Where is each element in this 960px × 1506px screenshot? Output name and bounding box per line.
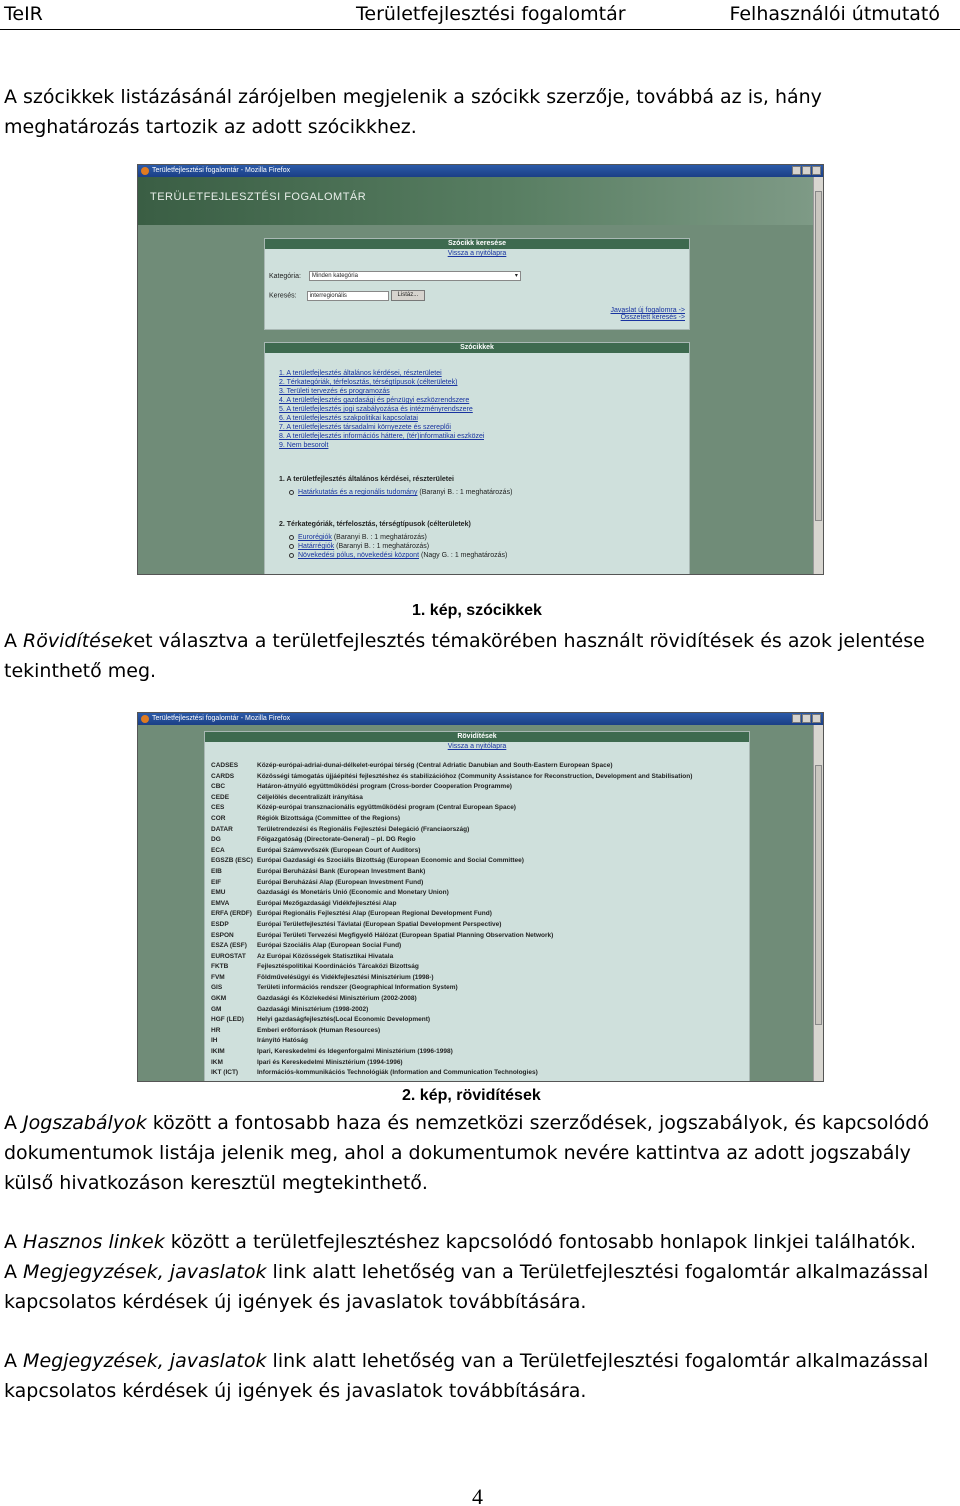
search-input[interactable]: interregionális: [307, 291, 389, 301]
table-row: [205, 921, 749, 932]
minimize-icon[interactable]: [792, 166, 801, 175]
list-item: [289, 533, 507, 542]
window-title: Területfejlesztési fogalomtár - Mozilla Firefox: [152, 715, 291, 722]
close-icon[interactable]: [812, 166, 821, 175]
abbreviation-meaning: Emberi erőforrások (Human Resources): [257, 1026, 381, 1034]
article-link[interactable]: Növekedési pólus, növekedési központ: [298, 552, 420, 559]
abbreviation-meaning: Irányító Hatóság: [257, 1037, 308, 1045]
maximize-icon[interactable]: [802, 714, 811, 723]
browser-screenshot-2: [137, 712, 824, 1082]
category-label: Kategória:: [269, 272, 301, 280]
paragraph-feedback-1: [4, 1257, 959, 1317]
abbreviation: COR: [211, 814, 226, 822]
chevron-down-icon: ▾: [514, 273, 518, 279]
para3-text-a: A: [4, 1112, 24, 1134]
search-label: Keresés:: [269, 292, 297, 300]
page-header: [0, 0, 960, 30]
abbreviation-meaning: Ipari, Kereskedelmi és Idegenforgalmi Minisztérium (1996-1998): [257, 1048, 453, 1056]
table-row: [205, 1037, 749, 1048]
paragraph-legislation: [4, 1108, 959, 1198]
abbreviation: ECA: [211, 846, 225, 854]
abbreviation-meaning: Helyi gazdaságfejlesztés(Local Economic Development): [257, 1016, 431, 1024]
abbreviation-meaning: Európai Regionális Fejlesztési Alap (European Regional Development Fund): [257, 910, 492, 918]
abbreviation-meaning: Közép-európai-adriai-dunai-délkelet-európai térség (Central Adriatic Danubian and South-Eastern European Space): [257, 762, 613, 769]
para4-italic: Hasznos linkek: [23, 1231, 165, 1253]
table-row: [205, 984, 749, 995]
abbreviation-meaning: Európai Gazdasági és Szociális Bizottság (European Economic and Social Committee): [257, 857, 524, 865]
radio-bullet-icon[interactable]: [289, 490, 294, 495]
paragraph-abbreviations: [4, 626, 959, 686]
abbreviation: GKM: [211, 995, 227, 1003]
abbreviation: ESDP: [211, 920, 229, 928]
list-item: [289, 542, 507, 551]
category-list: [279, 369, 484, 450]
table-row: [205, 953, 749, 964]
abbreviation-meaning: Céljelölés decentralizált irányítása: [257, 793, 363, 801]
article-link[interactable]: Határkutatás és a regionális tudomány: [298, 489, 418, 496]
combined-search-link[interactable]: Összetett keresés ->: [620, 314, 685, 321]
paragraph-feedback-2: [4, 1346, 959, 1406]
category-link[interactable]: 1. A területfejlesztés általános kérdései, részterületei: [279, 370, 442, 377]
article-link[interactable]: Eurorégiók: [298, 534, 332, 541]
abbreviation: EGSZB (ESC): [211, 857, 253, 865]
abbreviation: ERFA (ERDF): [211, 910, 252, 918]
table-row: [205, 900, 749, 911]
caption-1: 1. kép, szócikkek: [412, 602, 542, 619]
table-row: [205, 794, 749, 805]
intro-paragraph: A szócikkek listázásánál zárójelben megjelenik a szócikk szerzője, továbbá az is, hány meghatározás tartozik az adott szócikkhez.: [4, 86, 822, 138]
table-row: [205, 826, 749, 837]
scrollbar-thumb[interactable]: [815, 765, 822, 1025]
category-link[interactable]: 8. A területfejlesztés információs háttere, (tér)informatikai eszközei: [279, 433, 485, 440]
table-row: [205, 847, 749, 858]
radio-bullet-icon[interactable]: [289, 535, 294, 540]
header-left: TeIR: [4, 3, 43, 25]
para5-text-b: link alatt lehetőség van a Területfejlesztési fogalomtár alkalmazással kapcsolatos kérdések új igények és javaslatok továbbítására.: [4, 1261, 929, 1313]
para6-text-b: link alatt lehetőség van a Területfejlesztési fogalomtár alkalmazással kapcsolatos kérdések új igények és javaslatok továbbítására.: [4, 1350, 929, 1402]
site-banner: TERÜLETFEJLESZTÉSI FOGALOMTÁR: [138, 177, 813, 225]
abbreviations-panel: [204, 731, 750, 1082]
para5-italic: Megjegyzések, javaslatok: [23, 1261, 267, 1283]
search-panel-title: Szócikk keresése: [265, 239, 689, 249]
para4-text-a: A: [4, 1231, 24, 1253]
category-link[interactable]: 4. A területfejlesztés gazdasági és pénzügyi eszközrendszere: [279, 397, 470, 404]
table-row: [205, 1027, 749, 1038]
table-row: [205, 995, 749, 1006]
table-row: [205, 942, 749, 953]
abbreviation-meaning: Európai Beruházási Alap (European Investment Fund): [257, 878, 424, 886]
abbreviation-meaning: Gazdasági és Közlekedési Minisztérium (2002-2008): [257, 995, 417, 1003]
search-panel: [264, 238, 690, 330]
abbreviation: CEDE: [211, 793, 230, 801]
section1-list: [289, 488, 512, 497]
category-link[interactable]: 2. Térkategóriák, térfelosztás, térségtípusok (célterületek): [279, 379, 458, 386]
article-meta: (Baranyi B. : 1 meghatározás): [333, 534, 427, 541]
articles-panel-title: Szócikkek: [265, 343, 689, 353]
abbreviation: IH: [211, 1037, 218, 1045]
section2-list: [289, 533, 507, 560]
para5-text-a: A: [4, 1261, 24, 1283]
table-row: [205, 762, 749, 773]
abbreviation: CARDS: [211, 772, 235, 780]
abbreviation: CES: [211, 804, 225, 812]
para2-text-a: A: [4, 630, 24, 652]
category-link[interactable]: 3. Területi tervezés és programozás: [279, 388, 390, 395]
abbreviation: ESPON: [211, 931, 234, 939]
abbreviation-meaning: Területrendezési és Regionális Fejlesztési Delegáció (Franciaország): [257, 825, 470, 833]
abbreviation-meaning: Területi információs rendszer (Geographical Information System): [257, 984, 458, 992]
table-row: [205, 910, 749, 921]
back-link[interactable]: Vissza a nyitólapra: [447, 250, 507, 257]
para2-italic: Rövidítések: [23, 630, 134, 652]
abbreviation-meaning: Közép-európai transznacionális együttműködési program (Central European Space): [257, 804, 516, 812]
header-center: Területfejlesztési fogalomtár: [356, 3, 626, 25]
article-meta: (Baranyi B. : 1 meghatározás): [336, 543, 430, 550]
abbreviation-meaning: Európai Számvevőszék (European Court of Auditors): [257, 846, 421, 854]
abbreviation: GM: [211, 1005, 222, 1013]
abbreviation-meaning: Az Európai Közösségek Statisztikai Hivatala: [257, 952, 394, 960]
abbreviation: ESZA (ESF): [211, 942, 247, 950]
abbreviation-meaning: Európai Területi Tervezési Megfigyelő Hálózat (European Spatial Planning Observation Network): [257, 931, 554, 939]
abbreviation: EMU: [211, 889, 226, 897]
category-link[interactable]: 5. A területfejlesztés jogi szabályozása és intézményrendszere: [279, 406, 473, 413]
list-button[interactable]: Listáz...: [391, 290, 426, 301]
table-row: [205, 815, 749, 826]
table-row: [205, 773, 749, 784]
maximize-icon[interactable]: [802, 166, 811, 175]
section1-title: 1. A területfejlesztés általános kérdései, részterületei: [279, 476, 454, 483]
table-row: [205, 889, 749, 900]
abbreviation: CADSES: [211, 762, 239, 769]
abbreviation: FKTB: [211, 963, 229, 971]
scrollbar-thumb[interactable]: [815, 191, 822, 521]
table-row: [205, 836, 749, 847]
article-link[interactable]: Határrégiók: [298, 543, 335, 550]
table-row: [205, 1069, 749, 1080]
table-row: [205, 868, 749, 879]
table-row: [205, 974, 749, 985]
category-link[interactable]: 7. A területfejlesztés társadalmi környezete és szereplői: [279, 424, 451, 431]
table-row: [205, 1048, 749, 1059]
abbreviation-meaning: Főigazgatóság (Directorate-General) – pl. DG Regio: [257, 836, 416, 844]
abbreviation-meaning: Gazdasági Minisztérium (1998-2002): [257, 1005, 369, 1013]
minimize-icon[interactable]: [792, 714, 801, 723]
abbreviation-meaning: Földművelésügyi és Vidékfejlesztési Minisztérium (1998-): [257, 973, 434, 981]
abbreviation: GIS: [211, 984, 223, 992]
abbreviation-meaning: Európai Beruházási Bank (European Investment Bank): [257, 867, 426, 875]
abbreviation: CBC: [211, 783, 226, 791]
table-row: [205, 804, 749, 815]
scrollbar[interactable]: [813, 177, 823, 574]
abbreviation-meaning: Európai Mezőgazdasági Vidékfejlesztési Alap: [257, 899, 397, 907]
caption-2: 2. kép, rövidítések: [402, 1087, 541, 1104]
window-titlebar: [138, 713, 823, 725]
table-row: [205, 963, 749, 974]
list-item: [289, 488, 512, 497]
list-item: [289, 551, 507, 560]
abbreviations-panel-title: Rövidítések: [205, 732, 749, 742]
firefox-icon: [141, 167, 149, 175]
abbreviation-meaning: Európai Szociális Alap (European Social Fund): [257, 942, 402, 950]
abbreviation: FVM: [211, 973, 225, 981]
radio-bullet-icon[interactable]: [289, 544, 294, 549]
close-icon[interactable]: [812, 714, 821, 723]
para3-italic: Jogszabályok: [23, 1112, 147, 1134]
table-row: [205, 1016, 749, 1027]
window-titlebar: [138, 165, 823, 177]
abbreviation: IKIM: [211, 1048, 225, 1056]
section2-title: 2. Térkategóriák, térfelosztás, térségtípusok (célterületek): [279, 521, 471, 528]
abbreviation: HR: [211, 1026, 221, 1034]
abbreviation-list: [205, 762, 749, 1080]
firefox-icon: [141, 715, 149, 723]
abbreviation: EUROSTAT: [211, 952, 246, 960]
abbreviation-meaning: Régiók Bizottsága (Committee of the Regions): [257, 814, 401, 822]
abbreviation-meaning: Közösségi támogatás újjáépítési fejlesztéshez és stabilizációhoz (Community Assistance for Reconstruction, Development and Stabilisation): [257, 772, 693, 780]
article-meta: (Nagy G. : 1 meghatározás): [420, 552, 508, 559]
abbreviation-meaning: Információs-kommunikációs Technológiák (Information and Communication Technologies): [257, 1069, 538, 1077]
page-number: 4: [472, 1484, 483, 1506]
para3-text-b: között a fontosabb haza és nemzetközi szerződések, jogszabályok, és kapcsolódó dokumentumok listája jelenik meg, ahol a dokumentumok nevére kattintva az adott jogszabály külső hivatkozáson keresztül megtekinthető.: [4, 1112, 929, 1194]
abbreviation-meaning: Gazdasági és Monetáris Unió (Economic and Monetary Union): [257, 889, 449, 897]
abbreviation: DG: [211, 836, 221, 844]
para6-text-a: A: [4, 1350, 24, 1372]
table-row: [205, 1006, 749, 1017]
back-link[interactable]: Vissza a nyitólapra: [447, 743, 507, 750]
abbreviation: EIB: [211, 867, 222, 875]
abbreviation-meaning: Európai Területfejlesztési Távlatai (European Spatial Development Perspective): [257, 920, 502, 928]
table-row: [205, 857, 749, 868]
browser-screenshot-1: [137, 164, 824, 575]
para4-text-b: között a területfejlesztéshez kapcsolódó fontosabb honlapok linkjei találhatók.: [164, 1231, 917, 1253]
abbreviation: IKM: [211, 1058, 223, 1066]
para6-italic: Megjegyzések, javaslatok: [23, 1350, 267, 1372]
category-value: Minden kategória: [311, 273, 358, 279]
abbreviation-meaning: Ipari és Kereskedelmi Minisztérium (1994-1996): [257, 1058, 403, 1066]
table-row: [205, 1059, 749, 1070]
table-row: [205, 783, 749, 794]
abbreviation-meaning: Fejlesztéspolitikai Koordinációs Tárcaközi Bizottság: [257, 963, 419, 971]
scrollbar[interactable]: [813, 725, 823, 1081]
article-meta: (Baranyi B. : 1 meghatározás): [419, 489, 513, 496]
para2-text-b: et választva a területfejlesztés témakörében használt rövidítések és azok jelentése tekinthető meg.: [4, 630, 925, 682]
category-link[interactable]: 9. Nem besorolt: [279, 442, 329, 449]
abbreviation-meaning: Határon-átnyúló együttműködési program (Cross-border Cooperation Programme): [257, 783, 512, 791]
abbreviation: DATAR: [211, 825, 233, 833]
abbreviation: HGF (LED): [211, 1016, 244, 1024]
header-right: Felhasználói útmutató: [729, 3, 940, 25]
abbreviation: EMVA: [211, 899, 230, 907]
abbreviation: EIF: [211, 878, 222, 886]
paragraph-links: [4, 1227, 959, 1257]
category-link[interactable]: 6. A területfejlesztés szakpolitikai kapcsolatai: [279, 415, 418, 422]
articles-panel: [264, 342, 690, 575]
suggest-link[interactable]: Javaslat új fogalomra ->: [610, 307, 685, 314]
table-row: [205, 879, 749, 890]
abbreviation: IKT (ICT): [211, 1069, 239, 1077]
table-row: [205, 932, 749, 943]
category-select[interactable]: [309, 271, 521, 281]
radio-bullet-icon[interactable]: [289, 553, 294, 558]
window-title: Területfejlesztési fogalomtár - Mozilla Firefox: [152, 167, 291, 174]
